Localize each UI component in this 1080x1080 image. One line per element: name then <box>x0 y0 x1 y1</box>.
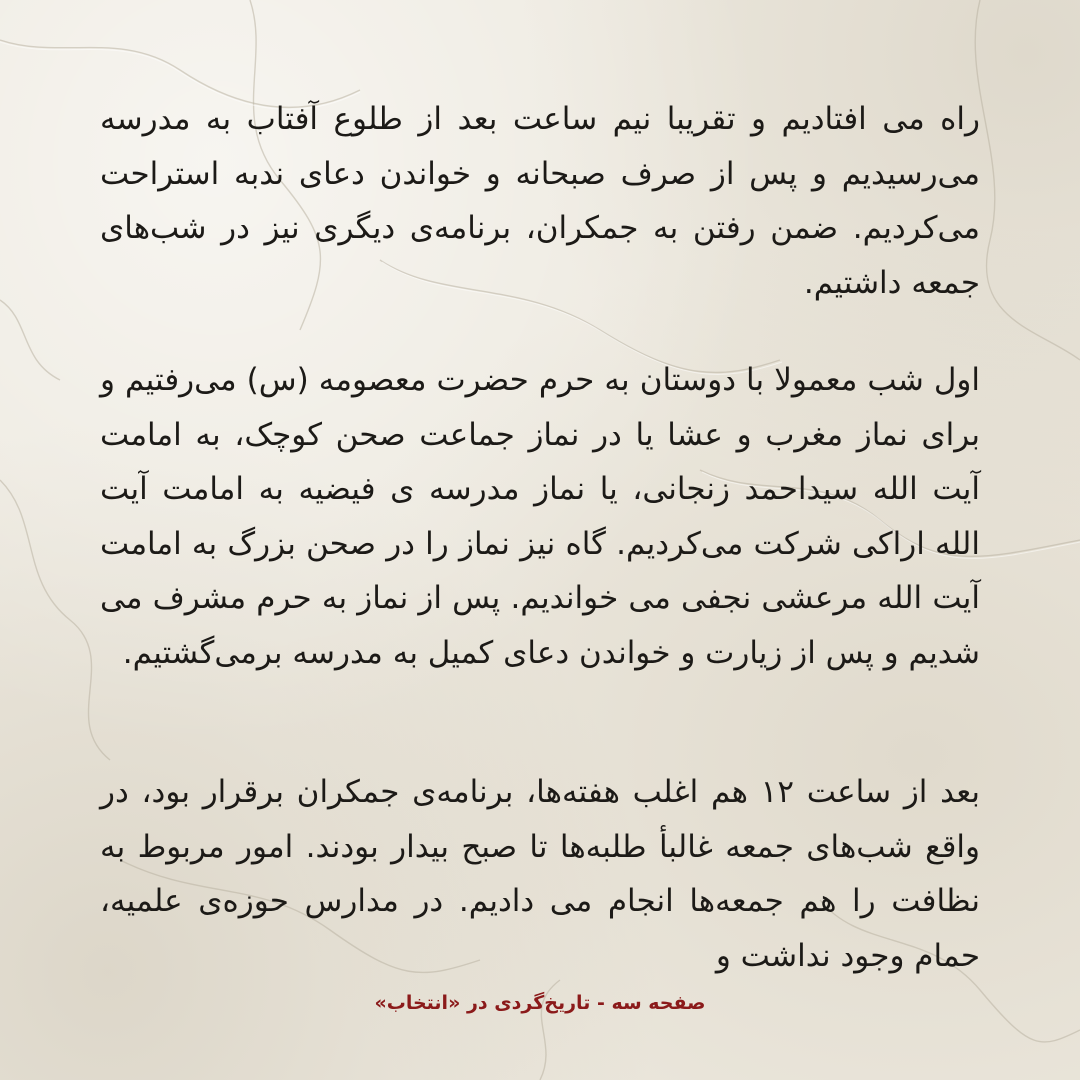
paragraph-3: بعد از ساعت ۱۲ هم اغلب هفته‌ها، برنامه‌ی جمکران برقرار بود، در واقع شب‌های جمعه غالبأ طلبه‌ها تا صبح بیدار بودند. امور مربوط به نظافت را هم جمعه‌ها انجام می دادیم. در مدارس حوزه‌ی علمیه، حمام وجود نداشت و <box>100 774 980 974</box>
footer-caption: صفحه سه - تاریخ‌گردی در «انتخاب» <box>374 992 706 1014</box>
paragraph-1: راه می افتادیم و تقریبا نیم ساعت بعد از طلوع آفتاب به مدرسه می‌رسیدیم و پس از صرف صبحانه و خواندن دعای ندبه استراحت می‌کردیم. ضمن رفتن به جمکران، برنامه‌ی دیگری نیز در شب‌های جمعه داشتیم. <box>100 101 980 301</box>
paragraph-2: اول شب معمولا با دوستان به حرم حضرت معصومه (س) می‌رفتیم و برای نماز مغرب و عشا یا در نماز جماعت صحن کوچک، به امامت آیت الله سیداحمد زنجانی، یا نماز مدرسه ی فیضیه به امامت آیت الله اراکی شرکت می‌کردیم. گاه نیز نماز را در صحن بزرگ به امامت آیت الله مرعشی نجفی می خواندیم. پس از نماز به حرم مشرف می شدیم و پس از زیارت و خواندن دعای کمیل به مدرسه برمی‌گشتیم. <box>100 362 980 671</box>
